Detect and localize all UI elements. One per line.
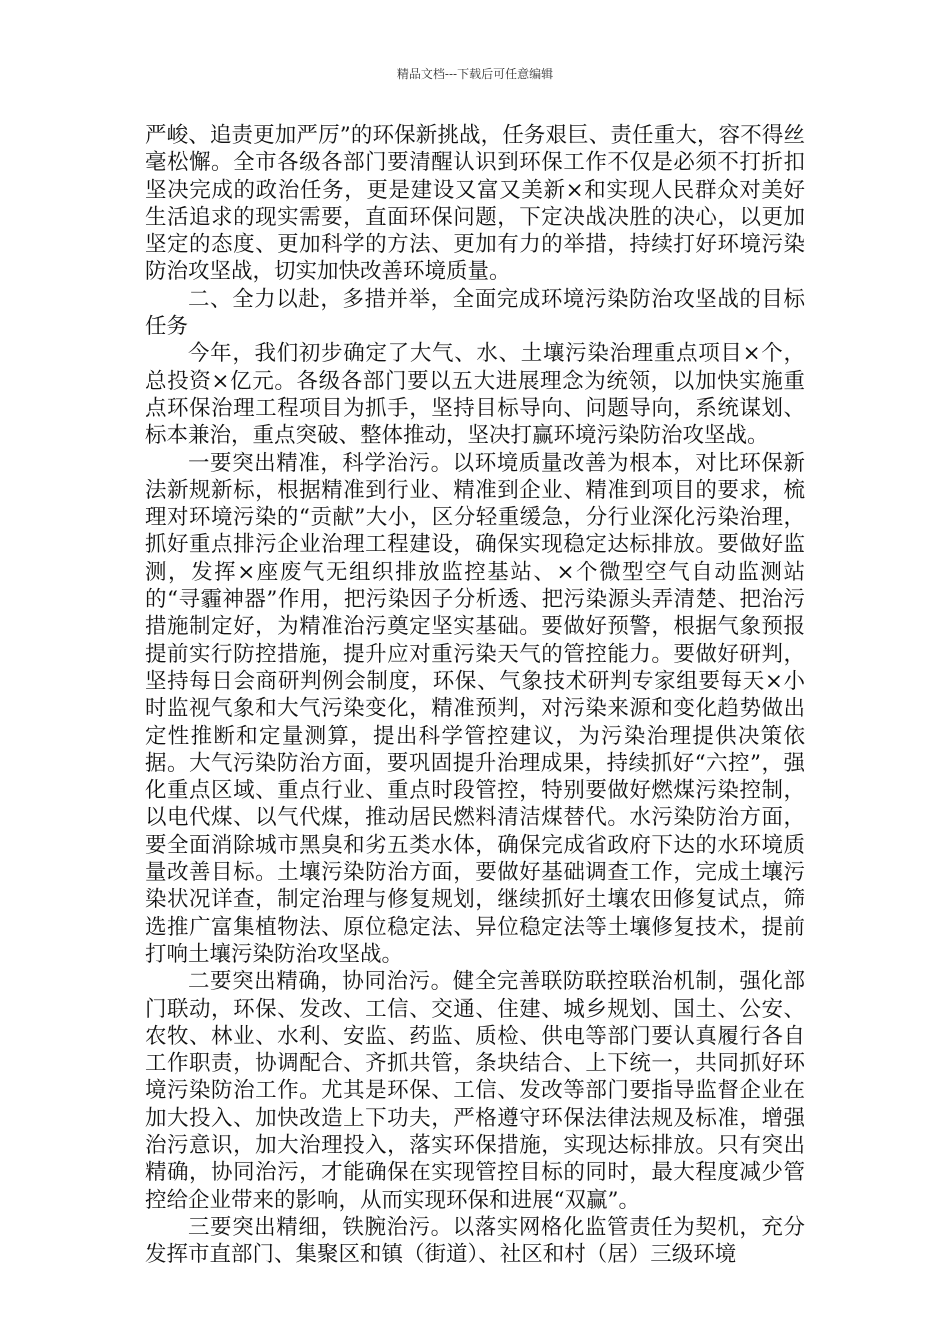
paragraph: 三要突出精细，铁腕治污。以落实网格化监管责任为契机，充分发挥市直部门、集聚区和镇（街道）、社区和村（居）三级环境 xyxy=(145,1214,805,1268)
paragraph: 一要突出精准，科学治污。以环境质量改善为根本，对比环保新法新规新标，根据精准到行业、精准到企业、精准到项目的要求，梳理对环境污染的“贡献”大小，区分轻重缓急，分行业深化污染治理，抓好重点排污企业治理工程建设，确保实现稳定达标排放。要做好监测，发挥×座废气无组织排放监控基站、×个微型空气自动监测站的“寻霾神器”作用，把污染因子分析透、把污染源头弄清楚、把治污措施制定好，为精准治污奠定坚实基础。要做好预警，根据气象预报提前实行防控措施，提升应对重污染天气的管控能力。要做好研判，坚持每日会商研判例会制度，环保、气象技术研判专家组要每天×小时监视气象和大气污染变化，精准预判，对污染来源和变化趋势做出定性推断和定量测算，提出科学管控建议，为污染治理提供决策依据。大气污染防治方面，要巩固提升治理成果，持续抓好“六控”，强化重点区域、重点行业、重点时段管控，特别要做好燃煤污染控制，以电代煤、以气代煤，推动居民燃料清洁煤替代。水污染防治方面，要全面消除城市黑臭和劣五类水体，确保完成省政府下达的水环境质量改善目标。土壤污染防治方面，要做好基础调查工作，完成土壤污染状况详查，制定治理与修复规划，继续抓好土壤农田修复试点，筛选推广富集植物法、原位稳定法、异位稳定法等土壤修复技术，提前打响土壤污染防治攻坚战。 xyxy=(145,450,805,967)
page-header: 精品文档---下载后可任意编辑 xyxy=(396,67,554,81)
paragraph: 今年，我们初步确定了大气、水、土壤污染治理重点项目×个，总投资×亿元。各级各部门要以五大进展理念为统领，以加快实施重点环保治理工程项目为抓手，坚持目标导向、问题导向，系统谋划、标本兼治，重点突破、整体推动，坚决打赢环境污染防治攻坚战。 xyxy=(145,341,805,449)
section-heading: 二、全力以赴，多措并举，全面完成环境污染防治攻坚战的目标任务 xyxy=(145,286,805,340)
document-body xyxy=(145,122,805,1268)
paragraph-continuation: 严峻、追责更加严厉”的环保新挑战，任务艰巨、责任重大，容不得丝毫松懈。全市各级各部门要清醒认识到环保工作不仅是必须不打折扣坚决完成的政治任务，更是建设又富又美新×和实现人民群众对美好生活追求的现实需要，直面环保问题，下定决战决胜的决心，以更加坚定的态度、更加科学的方法、更加有力的举措，持续打好环境污染防治攻坚战，切实加快改善环境质量。 xyxy=(145,123,805,285)
paragraph: 二要突出精确，协同治污。健全完善联防联控联治机制，强化部门联动，环保、发改、工信、交通、住建、城乡规划、国土、公安、农牧、林业、水利、安监、药监、质检、供电等部门要认真履行各自工作职责，协调配合、齐抓共管，条块结合、上下统一，共同抓好环境污染防治工作。尤其是环保、工信、发改等部门要指导监督企业在加大投入、加快改造上下功夫，严格遵守环保法律法规及标准，增强治污意识，加大治理投入，落实环保措施，实现达标排放。只有突出精确，协同治污，才能确保在实现管控目标的同时，最大程度减少管控给企业带来的影响，从而实现环保和进展“双赢”。 xyxy=(145,969,805,1213)
